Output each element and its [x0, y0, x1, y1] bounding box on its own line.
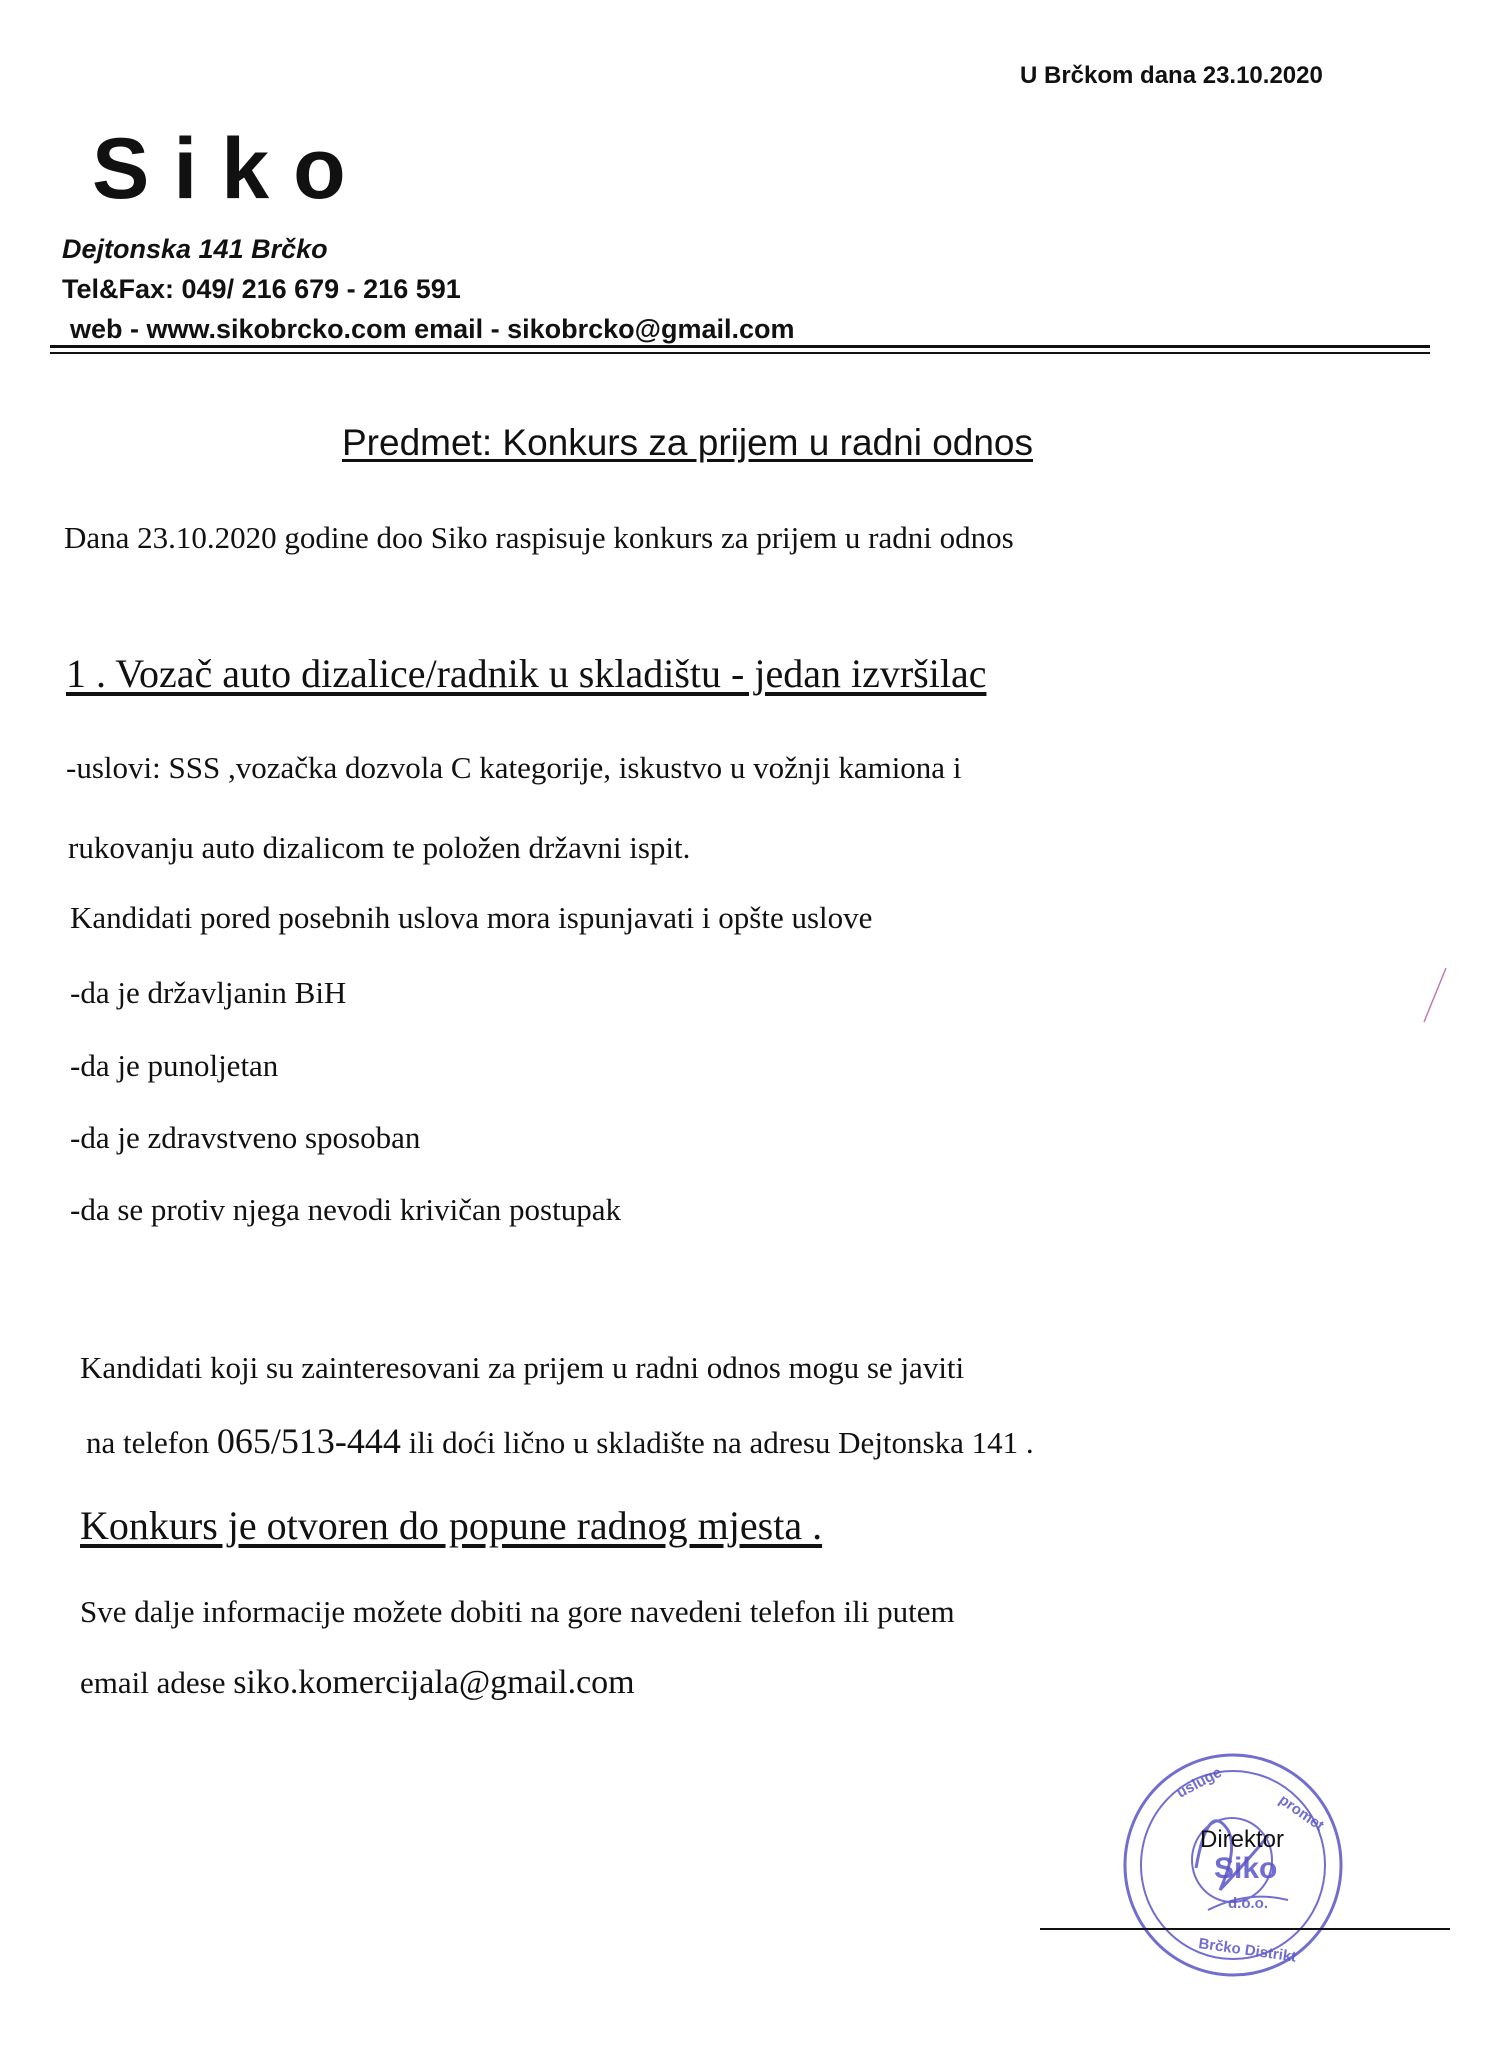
contact-phone: 065/513-444 — [216, 1421, 401, 1461]
svg-text:usluge: usluge — [1173, 1763, 1225, 1802]
contact-suffix: ili doći lično u skladište na adresu Dejtonska 141 . — [400, 1425, 1034, 1460]
open-notice: Konkurs je otvoren do popune radnog mjesta . — [80, 1503, 823, 1548]
conditions-line: rukovanju auto dizalicom te položen državni ispit. — [68, 830, 691, 865]
general-conditions-intro: Kandidati pored posebnih uslova mora ispunjavati i opšte uslove — [70, 900, 873, 935]
svg-text:Siko: Siko — [1214, 1852, 1278, 1885]
requirement-item: -da je zdravstveno sposoban — [70, 1120, 421, 1155]
signature-line — [1040, 1928, 1450, 1930]
document-date: U Brčkom dana 23.10.2020 — [1020, 62, 1323, 89]
svg-text:d.o.o.: d.o.o. — [1228, 1895, 1268, 1912]
subject-line: Predmet: Konkurs za prijem u radni odnos — [342, 422, 1034, 463]
requirement-item: -da je državljanin BiH — [70, 975, 347, 1010]
contact-paragraph — [86, 1420, 1034, 1462]
director-label: Direktor — [1200, 1826, 1285, 1853]
position-title: 1 . Vozač auto dizalice/radnik u skladištu - jedan izvršilac — [66, 651, 987, 696]
company-phone-fax: Tel&Fax: 049/ 216 679 - 216 591 — [62, 274, 461, 304]
conditions-line: -uslovi: SSS ,vozačka dozvola C kategorije, iskustvo u vožnji kamiona i — [66, 750, 962, 785]
requirement-item: -da se protiv njega nevodi krivičan postupak — [70, 1192, 621, 1227]
contact-prefix: na telefon — [86, 1425, 217, 1460]
info-email: siko.komercijala@gmail.com — [233, 1664, 635, 1701]
requirement-item: -da je punoljetan — [70, 1048, 279, 1083]
svg-text:Brčko Distrikt: Brčko Distrikt — [1197, 1935, 1298, 1966]
svg-text:promet: promet — [1275, 1791, 1328, 1835]
info-prefix: email adese — [80, 1665, 234, 1700]
company-logo: Siko — [92, 121, 370, 217]
intro-paragraph: Dana 23.10.2020 godine doo Siko raspisuje konkurs za prijem u radni odnos — [64, 520, 1014, 555]
company-stamp — [1108, 1740, 1358, 1990]
pen-mark — [1420, 966, 1450, 1026]
company-web-email: web - www.sikobrcko.com email - sikobrcko@gmail.com — [70, 314, 795, 344]
company-address: Dejtonska 141 Brčko — [62, 234, 328, 264]
header-divider — [50, 345, 1430, 348]
header-divider-double — [50, 352, 1430, 354]
info-paragraph: Sve dalje informacije možete dobiti na gore navedeni telefon ili putem — [80, 1594, 955, 1629]
contact-paragraph: Kandidati koji su zainteresovani za prijem u radni odnos mogu se javiti — [80, 1350, 965, 1385]
info-paragraph — [80, 1664, 635, 1702]
